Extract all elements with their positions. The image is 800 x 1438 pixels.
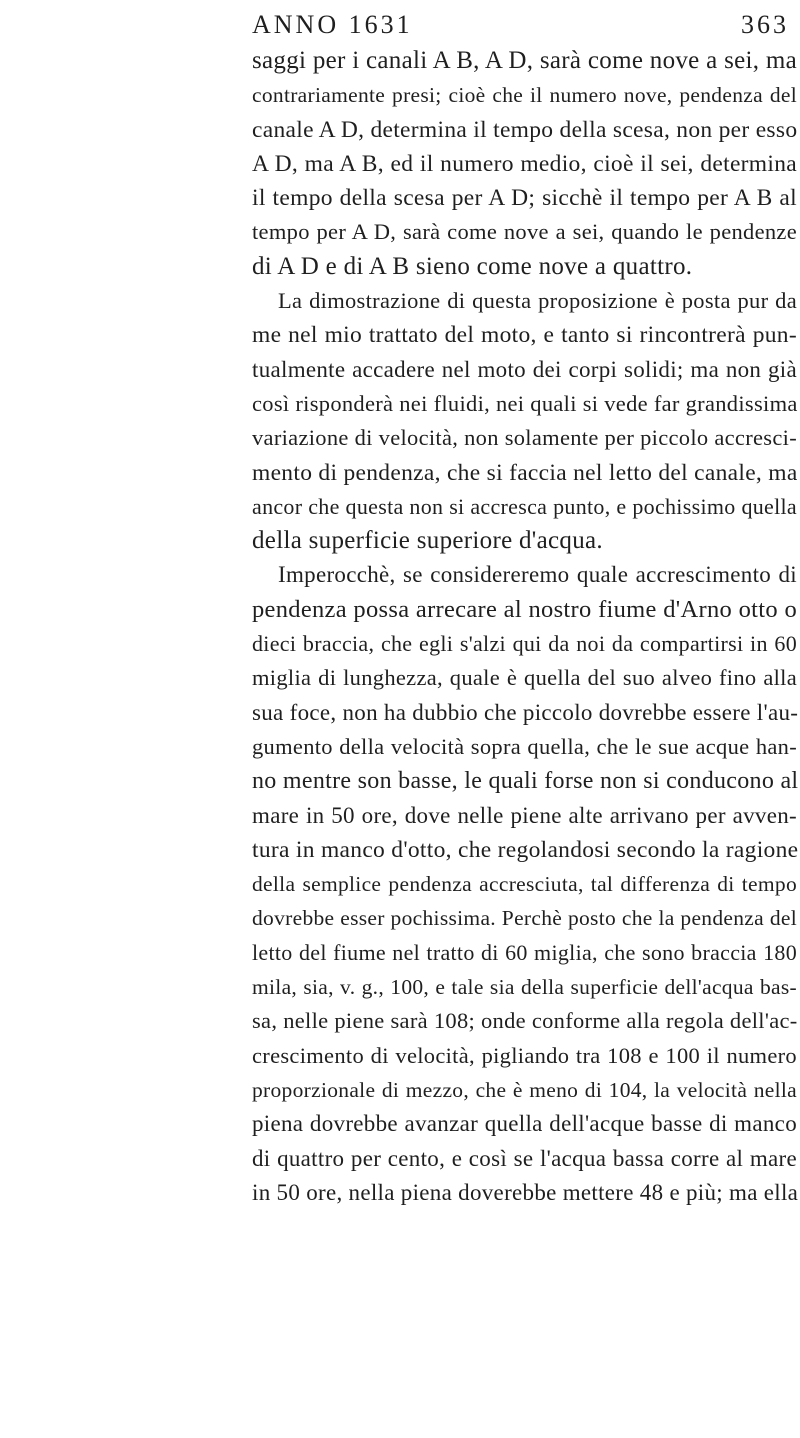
text-line: piena dovrebbe avanzar quella dell'acque basse di manco [252,1111,797,1137]
text-line: me nel mio trattato del moto, e tanto si rincontrerà pun- [252,322,797,349]
text-line: pendenza possa arrecare al nostro fiume d'Arno otto o [252,595,797,623]
text-line: gumento della velocità sopra quella, che le sue acque han- [252,733,797,759]
text-line: A D, ma A B, ed il numero medio, cioè il sei, determina [252,150,797,177]
body-text [252,44,797,1210]
page-number: 363 [741,10,789,39]
text-line: tura in manco d'otto, che regolandosi secondo la ragione [252,836,799,863]
text-line: di quattro per cento, e così se l'acqua bassa corre al mare [252,1145,797,1171]
text-line: La dimostrazione di questa proposizione è posta pur da [278,288,797,314]
text-line: canale A D, determina il tempo della scesa, non per esso [252,116,798,143]
text-line: proporzionale di mezzo, che è meno di 104, la velocità nella [252,1077,797,1102]
running-title: ANNO 1631 [252,10,413,39]
text-line: crescimento di velocità, pigliando tra 108 e 100 il numero [252,1042,797,1068]
text-line: tualmente accadere nel moto dei corpi solidi; ma non già [252,356,797,382]
text-line: il tempo della scesa per A D; sicchè il tempo per A B al [252,185,797,212]
text-line: Imperocchè, se considereremo quale accrescimento di [278,562,797,588]
text-line: dieci braccia, che egli s'alzi qui da noi da compartirsi in 60 [252,631,797,657]
text-line: della semplice pendenza accresciuta, tal differenza di tempo [252,872,797,897]
text-line: no mentre son basse, le quali forse non si conducono al [252,768,799,795]
text-line: sa, nelle piene sarà 108; onde conforme alla regola dell'ac- [252,1008,798,1034]
text-line: di A D e di A B sieno come nove a quattro. [252,252,693,280]
text-line: della superficie superiore d'acqua. [252,527,603,555]
text-line: variazione di velocità, non solamente per piccolo accresci- [252,425,797,451]
text-line: sua foce, non ha dubbio che piccolo dovrebbe essere l'au- [252,699,799,725]
text-line: dovrebbe esser pochissima. Perchè posto che la pendenza del [252,906,797,931]
text-line: miglia di lunghezza, quale è quella del suo alveo fino alla [252,665,797,691]
text-line: così risponderà nei fluidi, nei quali si vede far grandissima [252,390,798,416]
text-line: ancor che questa non si accresca punto, e pochissimo quella [252,493,797,519]
text-line: letto del fiume nel tratto di 60 miglia, che sono braccia 180 [252,939,797,965]
text-line: mila, sia, v. g., 100, e tale sia della superficie dell'acqua bas- [252,975,797,1000]
text-line: saggi per i canali A B, A D, sarà come nove a sei, ma [252,47,797,74]
text-line: mento di pendenza, che si faccia nel letto del canale, ma [252,459,798,486]
running-header [252,8,797,42]
text-line: contrariamente presi; cioè che il numero nove, pendenza del [252,83,797,108]
text-line: mare in 50 ore, dove nelle piene alte arrivano per avven- [252,802,797,828]
text-line: tempo per A D, sarà come nove a sei, quando le pendenze [252,219,797,245]
text-line: in 50 ore, nella piena doverebbe mettere 48 e più; ma ella [252,1179,799,1205]
